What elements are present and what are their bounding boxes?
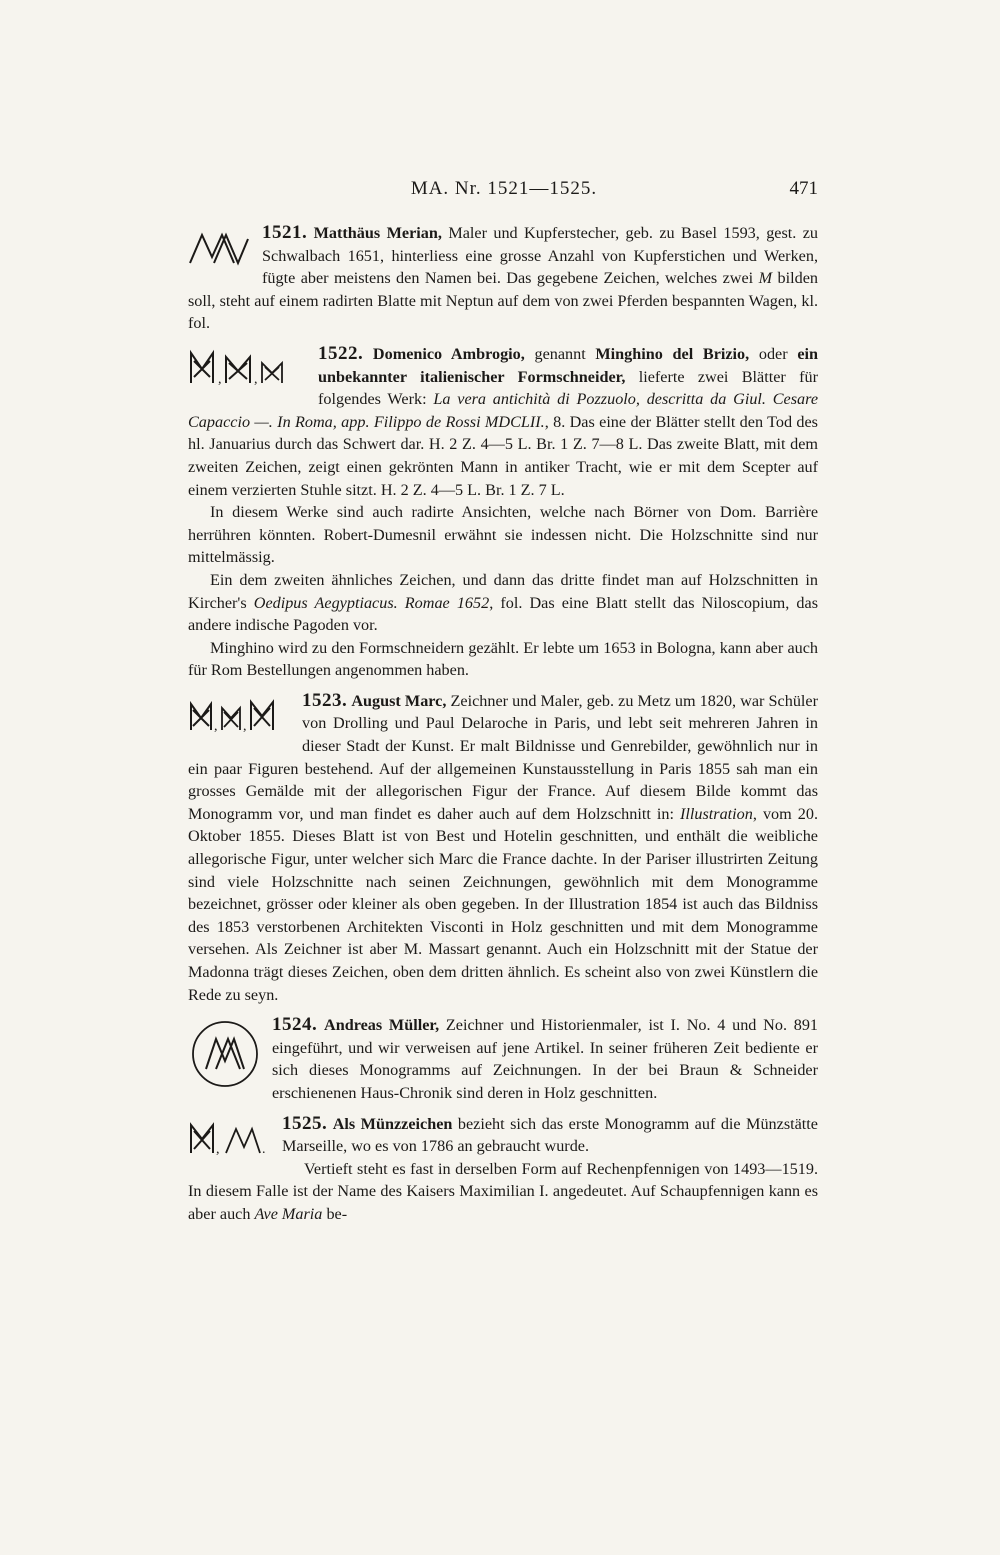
monogram-1525-icon xyxy=(188,1115,272,1159)
entry-number: 1524. xyxy=(272,1014,318,1036)
monogram-1522-icon xyxy=(188,345,308,389)
artist-name: Als Münzzeichen xyxy=(332,1114,453,1133)
monogram-1524-icon xyxy=(188,1018,262,1090)
artist-name: Matthäus Merian, xyxy=(313,224,442,242)
artist-name: Andreas Müller, xyxy=(324,1016,440,1035)
svg-text:,: , xyxy=(243,718,247,734)
page-body xyxy=(188,222,818,1234)
entry-1525: 1525. Als Münzzeichen , . bezieht sich das erste Monogramm auf die Münzstätte Marseille, wo es von 1786 an gebraucht wurde. Vertieft steht es fast in derselben Form auf Rechenpfennigen von 1493—1519. In diesem Falle ist der Name des Kaisers Maximilian I. angedeutet. Auf Schaupfennigen kann es aber auch Ave Maria be- xyxy=(188,1112,818,1223)
svg-text:,: , xyxy=(216,1141,220,1157)
entry-number: 1521. xyxy=(262,222,308,243)
entry-number: 1523. xyxy=(302,689,348,711)
svg-text:,: , xyxy=(214,718,218,734)
svg-text:,: , xyxy=(254,371,258,387)
page-header xyxy=(190,178,818,204)
svg-text:,: , xyxy=(218,371,222,387)
monogram-1523-icon xyxy=(188,692,292,736)
entry-1522: 1522. Domenico Ambrogio, genannt Minghino del Brizio, oder , , ein unbekannter italienischer Formschneider, lieferte zwei Blätter für folgendes Werk: La vera antichità di Pozzuolo, descritta da Giul. Cesare Capaccio —. In Roma, app. Filippo de Rossi MDCLII., 8. Das eine der Blätter stellt den Tod des hl. Januarius durch das Schwert dar. H. 2 Z. 4—5 L. Br. 1 Z. 7—8 L. Das zweite Blatt, mit dem zweiten Zeichen, zeigt einen gekrönten Mann in antiker Tracht, wie er mit dem Scepter auf einem verzierten Stuhle sitzt. H. 2 Z. 4—5 L. Br. 1 Z. 7 L. In diesem Werke sind auch radirte Ansichten, welche nach Börner von Dom. Barrière herrühren könnten. Robert-Dumesnil erwähnt sie indessen nicht. Die Holzschnitte sind nur mittelmässig. Ein dem zweiten ähnliches Zeichen, und dann das dritte findet man auf Holzschnitten in Kircher's Oedipus Aegyptiacus. Romae 1652, fol. Das eine Blatt stellt das Niloscopium, das andere indische Pagoden vor. Minghino wird zu den Formschneidern gezählt. Er lebte um 1653 in Bologna, kann aber auch für Rom Bestellungen angenommen haben. xyxy=(188,342,819,680)
artist-name: August Marc, xyxy=(351,691,447,710)
svg-text:.: . xyxy=(262,1141,266,1157)
running-title: MA. Nr. 1521—1525. xyxy=(410,178,598,199)
page-number: 471 xyxy=(789,178,818,199)
entry-1523: 1523. August Marc, , , Zeichner und Maler, geb. zu Metz um 1820, war Schüler von Drolling und Paul Delaroche in Paris, und lebt seit mehreren Jahren in dieser Stadt der Kunst. Er malt Bildnisse und Genrebilder, gewöhnlich nur in ein paar Figuren bestehend. Auf der allgemeinen Kunstausstellung in Paris 1855 sah man ein grosses Gemälde mit der allegorischen Figur der France. Auf diesem Bilde kommt das Monogramm vor, und man findet es daher auch auf dem Holzschnitt in: Illustration, vom 20. Oktober 1855. Dieses Blatt ist von Best und Hotelin geschnitten, und enthält die weibliche allegorische Figur, unter welcher sich Marc die France dachte. In der Pariser illustrirten Zeitung sind viele Holzschnitte nach seinen Zeichnungen, gewöhnlich mit dem Monogramme bezeichnet, grösser oder kleiner als oben gegeben. In der Illustration 1854 ist auch das Bildniss des 1853 verstorbenen Architekten Visconti in Holz geschnitten und mit dem Monogramme versehen. Als Zeichner ist aber M. Massart genannt. Auch ein Holzschnitt mit der Statue der Madonna trägt dieses Zeichen, oben dem dritten ähnlich. Es scheint also von zwei Künstlern die Rede zu seyn. xyxy=(188,689,818,1004)
artist-name: Domenico Ambrogio, xyxy=(372,344,525,363)
entry-number: 1522. xyxy=(318,342,364,364)
entry-1521: 1521. Matthäus Merian, Maler und Kupferstecher, geb. zu Basel 1593, gest. zu Schwalbach 1651, hinterliess eine grosse Anzahl von Kupferstichen und Werken, fügte aber meistens den Namen bei. Das gegebene Zeichen, welches zwei M bilden soll, steht auf einem radirten Blatte mit Neptun auf dem von zwei Pferden bespannten Wagen, kl. fol. xyxy=(188,222,819,333)
entry-1524: 1524. Andreas Müller, Zeichner und Historienmaler, ist I. No. 4 und No. 891 eingeführt, und wir verweisen auf jene Artikel. In seiner früheren Zeit bediente er sich dieses Monogramms auf Zeichnungen. In der bei Braun & Schneider erschienenen Haus-Chronik sind deren in Holz geschnitten. xyxy=(188,1014,818,1104)
entry-number: 1525. xyxy=(282,1112,328,1134)
monogram-1521-icon xyxy=(188,228,252,268)
